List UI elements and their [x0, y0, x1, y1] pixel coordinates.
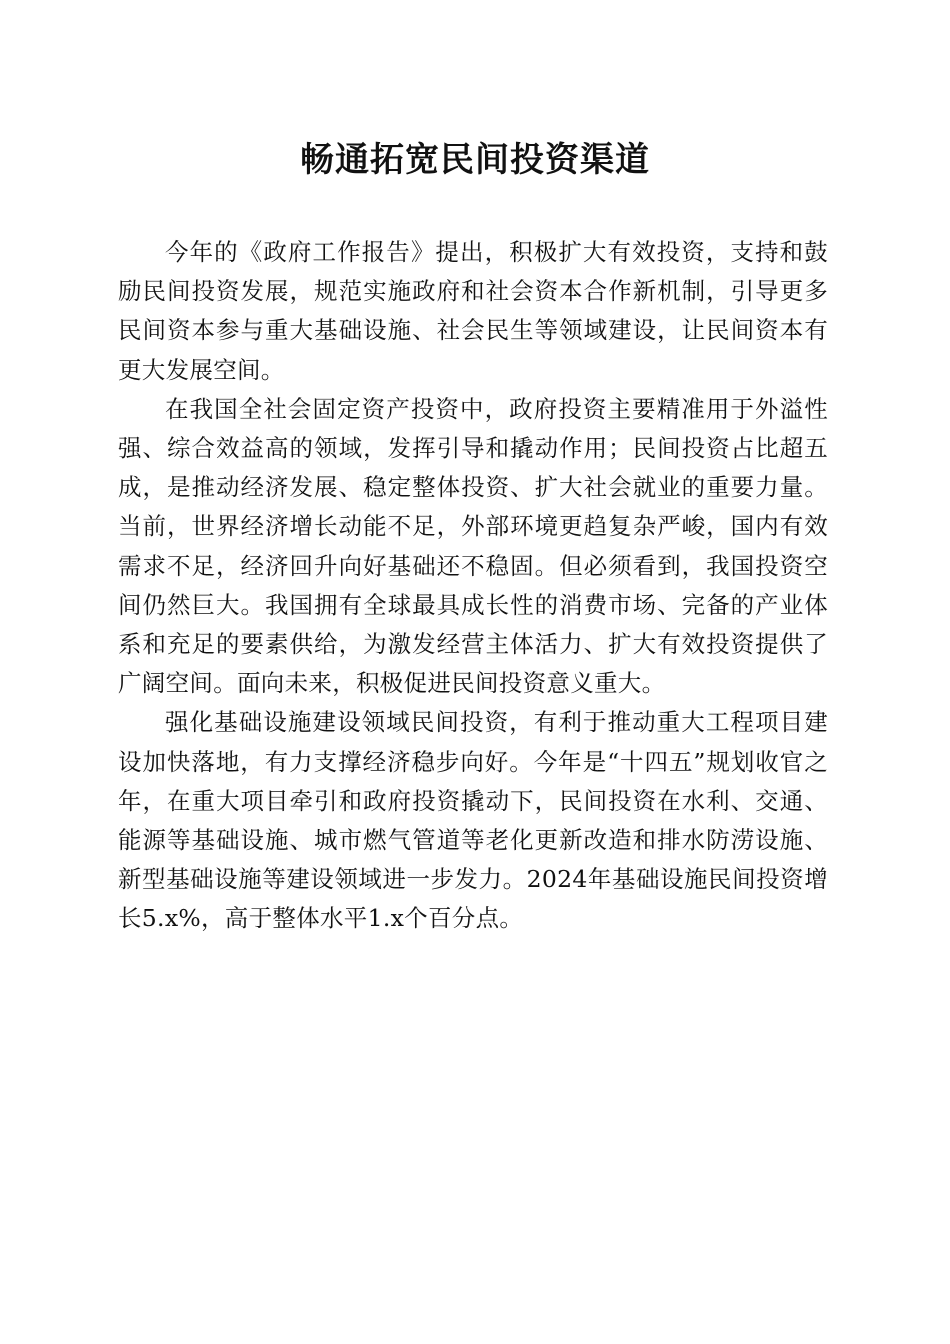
document-body [118, 233, 828, 939]
paragraph-1: 今年的《政府工作报告》提出，积极扩大有效投资，支持和鼓励民间投资发展，规范实施政府和社会资本合作新机制，引导更多民间资本参与重大基础设施、社会民生等领域建设，让民间资本有更大发展空间。 [118, 238, 828, 384]
document-title: 畅通拓宽民间投资渠道 [300, 140, 650, 180]
paragraph-3: 强化基础设施建设领域民间投资，有利于推动重大工程项目建设加快落地，有力支撑经济稳步向好。今年是“十四五”规划收官之年，在重大项目牵引和政府投资撬动下，民间投资在水利、交通、能源等基础设施、城市燃气管道等老化更新改造和排水防涝设施、新型基础设施等建设领域进一步发力。2024年基础设施民间投资增长5.x%，高于整体水平1.x个百分点。 [118, 708, 828, 933]
paragraph-2: 在我国全社会固定资产投资中，政府投资主要精准用于外溢性强、综合效益高的领域，发挥引导和撬动作用；民间投资占比超五成，是推动经济发展、稳定整体投资、扩大社会就业的重要力量。当前，世界经济增长动能不足，外部环境更趋复杂严峻，国内有效需求不足，经济回升向好基础还不稳固。但必须看到，我国投资空间仍然巨大。我国拥有全球最具成长性的消费市场、完备的产业体系和充足的要素供给，为激发经营主体活力、扩大有效投资提供了广阔空间。面向未来，积极促进民间投资意义重大。 [118, 394, 828, 698]
